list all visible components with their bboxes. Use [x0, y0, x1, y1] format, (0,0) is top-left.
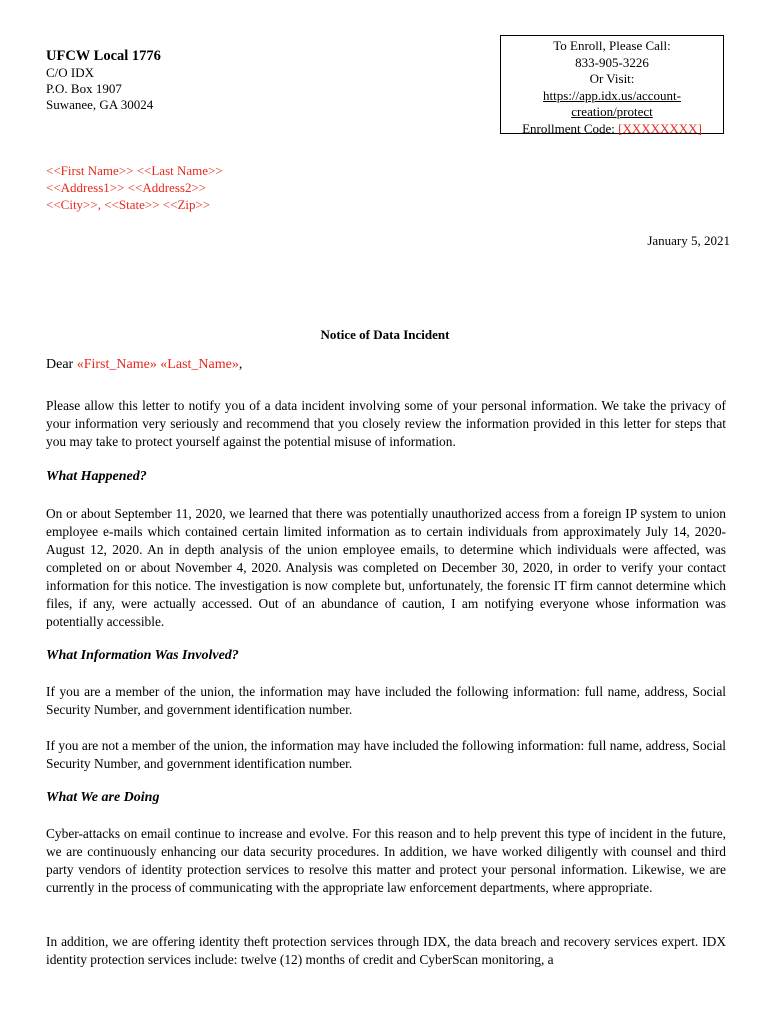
sender-address-line: C/O IDX	[46, 65, 95, 80]
salutation-name: «First_Name» «Last_Name»	[76, 357, 239, 372]
recipient-address-block	[46, 162, 223, 213]
letter-date: January 5, 2021	[647, 233, 730, 248]
sender-address-line: Suwanee, GA 30024	[46, 97, 154, 112]
enroll-code-label: Enrollment Code:	[522, 120, 619, 136]
sender-organization: UFCW Local 1776	[46, 48, 161, 64]
doing-paragraph: Cyber-attacks on email continue to increase and evolve. For this reason and to help prevent this type of incident in the future, we are continuously enhancing our data security procedures. In addition, we have worked diligently with counsel and third party vendors of identity protection services to resolve this matter and protect your personal information. Likewise, we are currently in the process of communicating with the appropriate law enforcement departments, where appropriate.	[46, 826, 726, 895]
recipient-line: <<City>>, <<State>> <<Zip>>	[46, 197, 211, 212]
enroll-code-line	[501, 121, 723, 138]
section-heading-what-doing: What We are Doing	[46, 790, 160, 805]
sender-address-block	[46, 47, 161, 113]
section-heading-what-happened: What Happened?	[46, 469, 147, 484]
enroll-call-label: To Enroll, Please Call:	[553, 38, 671, 53]
recipient-line: <<First Name>> <<Last Name>>	[46, 163, 223, 178]
salutation-prefix: Dear	[46, 357, 77, 372]
salutation	[46, 357, 242, 373]
member-info-paragraph: If you are a member of the union, the information may have included the following information: full name, address, Social Security Number, and government identification number.	[46, 684, 726, 717]
offering-paragraph: In addition, we are offering identity theft protection services through IDX, the data breach and recovery services expert. IDX identity protection services include: twelve (12) months of credit and CyberScan monitoring, a	[46, 934, 726, 967]
sender-address-line: P.O. Box 1907	[46, 81, 122, 96]
enroll-visit-label: Or Visit:	[589, 71, 635, 86]
what-happened-paragraph: On or about September 11, 2020, we learned that there was potentially unauthorized access from a foreign IP system to union employee e-mails which contained certain limited information as to certain individuals from approximately July 14, 2020-August 12, 2020. An in depth analysis of the union employee emails, to determine which individuals were affected, was completed on or about November 4, 2020. Analysis was completed on December 30, 2020, in order to verify your contact information for this notice. The investigation is now complete but, unfortunately, the forensic IT firm cannot determine which files, if any, were actually accessed. Out of an abundance of caution, I am notifying everyone whose information was potentially accessible.	[46, 506, 726, 629]
enroll-url-line[interactable]: https://app.idx.us/account-	[543, 87, 681, 103]
letter-title: Notice of Data Incident	[320, 327, 450, 342]
enroll-phone: 833-905-3226	[575, 54, 649, 70]
intro-paragraph: Please allow this letter to notify you of a data incident involving some of your personal information. We take the privacy of your information very seriously and recommend that you closely review the information provided in this letter for steps that you may take to protect yourself against the potential misuse of information.	[46, 398, 726, 449]
non-member-info-paragraph: If you are not a member of the union, the information may have included the following information: full name, address, Social Security Number, and government identification number.	[46, 738, 726, 771]
enroll-url-line[interactable]: creation/protect	[571, 104, 653, 119]
enrollment-box	[500, 35, 724, 134]
recipient-line: <<Address1>> <<Address2>>	[46, 180, 207, 195]
salutation-suffix: ,	[238, 357, 243, 372]
section-heading-what-info: What Information Was Involved?	[46, 648, 239, 663]
enroll-code-value: [XXXXXXXX]	[618, 120, 702, 136]
